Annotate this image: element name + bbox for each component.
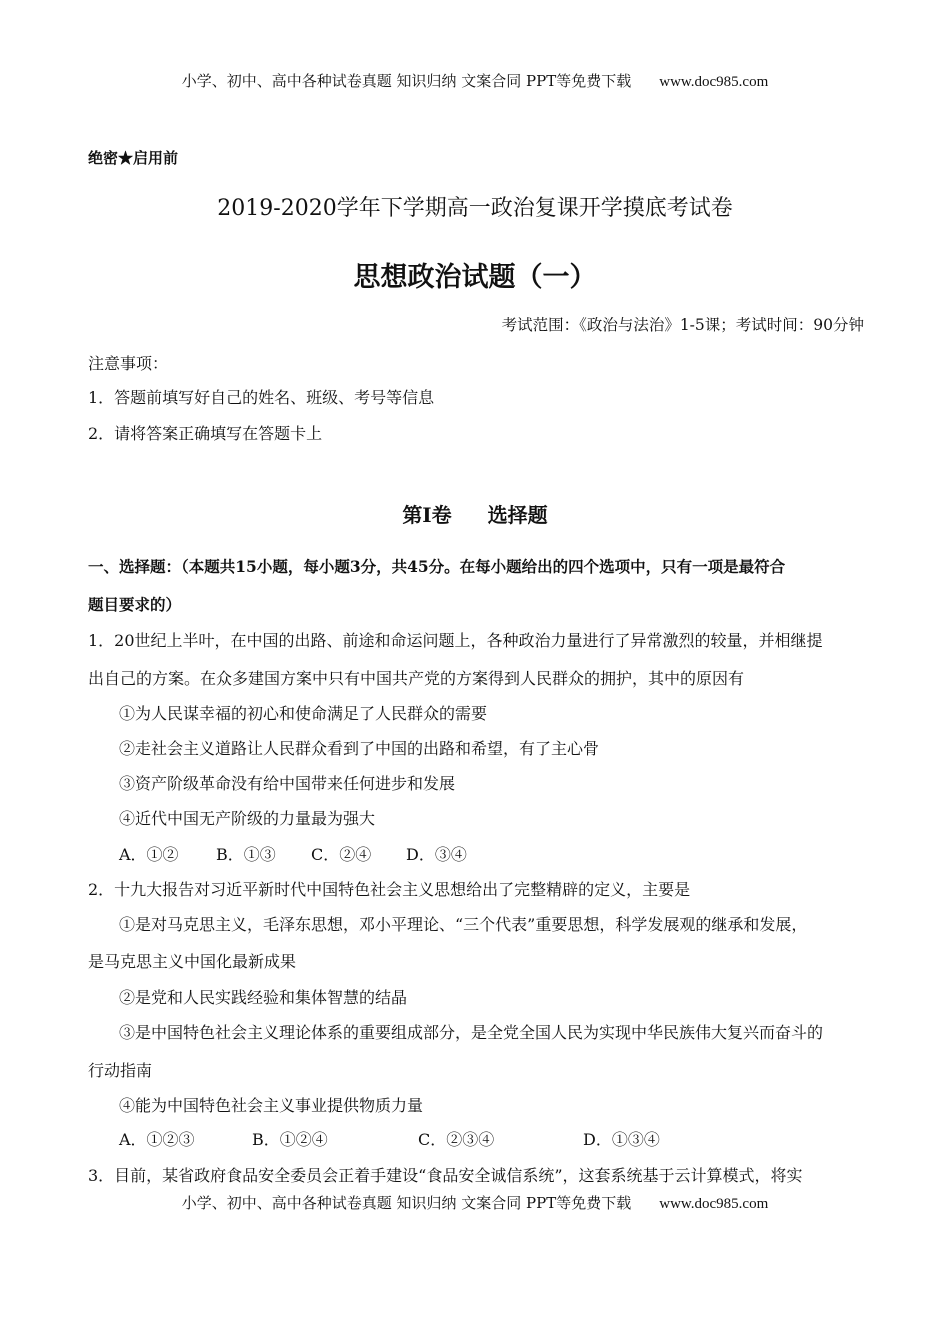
section-title (0, 499, 950, 528)
confidential-label: 绝密★启用前 (88, 149, 179, 167)
question-statement: ④能为中国特色社会主义事业提供物质力量 (119, 1096, 424, 1115)
instructions-line: 题目要求的） (88, 595, 182, 614)
header-banner-site[interactable]: www.doc985.com (659, 74, 769, 90)
header-banner-text: 小学、初中、高中各种试卷真题 知识归纳 文案合同 PPT等免费下载 (181, 72, 632, 90)
question-statement: ①为人民谋幸福的初心和使命满足了人民群众的需要 (119, 704, 488, 723)
exam-scope: 考试范围：《政治与法治》1-5课；考试时间：90分钟 (501, 316, 864, 334)
section-name: 选择题 (487, 503, 548, 527)
question-statement: ③资产阶级革命没有给中国带来任何进步和发展 (119, 774, 456, 793)
question-statement: 是马克思主义中国化最新成果 (88, 952, 297, 971)
question-statement: ②走社会主义道路让人民群众看到了中国的出路和希望，有了主心骨 (119, 739, 600, 758)
question-stem: 2．十九大报告对习近平新时代中国特色社会主义思想给出了完整精辟的定义，主要是 (88, 880, 691, 899)
answer-option-d[interactable]: D．①③④ (583, 1130, 660, 1149)
subject-title: 思想政治试题（一） (353, 262, 597, 293)
answer-option-d[interactable]: D．③④ (406, 845, 467, 864)
question-stem: 1．20世纪上半叶，在中国的出路、前途和命运问题上，各种政治力量进行了异常激烈的较量，并相继提 (88, 631, 823, 650)
question-statement: 行动指南 (88, 1061, 153, 1080)
answer-option-a[interactable]: A．①②③ (119, 1130, 195, 1149)
exam-title: 2019-2020学年下学期高一政治复课开学摸底考试卷 (217, 196, 733, 221)
section-part: 第I卷 (402, 503, 452, 527)
question-stem: 出自己的方案。在众多建国方案中只有中国共产党的方案得到人民群众的拥护，其中的原因有 (88, 669, 745, 688)
answer-option-c[interactable]: C．②③④ (418, 1130, 495, 1149)
note-item: 1．答题前填写好自己的姓名、班级、考号等信息 (88, 388, 435, 407)
instructions-line: 一、选择题：（本题共15小题，每小题3分，共45分。在每小题给出的四个选项中，只有一项是最符合 (88, 557, 786, 576)
question-statement: ①是对马克思主义，毛泽东思想，邓小平理论、“三个代表”重要思想，科学发展观的继承和发展， (119, 915, 808, 934)
answer-option-c[interactable]: C．②④ (311, 845, 372, 864)
answer-option-a[interactable]: A．①② (119, 845, 179, 864)
answer-option-b[interactable]: B．①③ (216, 845, 276, 864)
notes-heading: 注意事项： (88, 354, 169, 373)
footer-banner-site[interactable]: www.doc985.com (659, 1196, 769, 1212)
answer-option-b[interactable]: B．①②④ (252, 1130, 328, 1149)
note-item: 2．请将答案正确填写在答题卡上 (88, 424, 323, 443)
question-statement: ③是中国特色社会主义理论体系的重要组成部分，是全党全国人民为实现中华民族伟大复兴而奋斗的 (119, 1023, 824, 1042)
header-banner (0, 70, 950, 91)
question-statement: ②是党和人民实践经验和集体智慧的结晶 (119, 988, 408, 1007)
footer-banner (0, 1192, 950, 1213)
footer-banner-text: 小学、初中、高中各种试卷真题 知识归纳 文案合同 PPT等免费下载 (181, 1194, 632, 1212)
question-3-stem: 3．目前，某省政府食品安全委员会正着手建设“食品安全诚信系统”，这套系统基于云计算模式，将实 (88, 1166, 803, 1185)
question-statement: ④近代中国无产阶级的力量最为强大 (119, 809, 376, 828)
